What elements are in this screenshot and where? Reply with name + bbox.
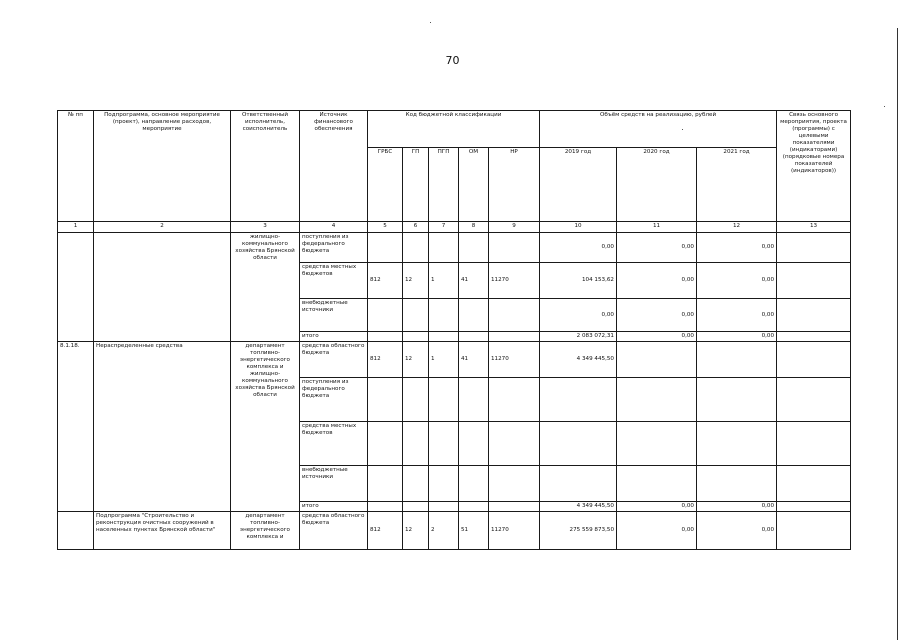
gp-cell bbox=[403, 421, 429, 465]
link-cell bbox=[777, 341, 851, 377]
column-number: 3 bbox=[231, 222, 300, 233]
header-num: № пп bbox=[58, 111, 94, 222]
value-2020: 0,00 bbox=[617, 299, 697, 332]
value-2020: 0,00 bbox=[617, 263, 697, 299]
grbs-cell: 812 bbox=[368, 263, 403, 299]
om-cell: 41 bbox=[459, 341, 489, 377]
pgp-cell bbox=[429, 377, 459, 421]
source-cell: внебюджетные источники bbox=[300, 299, 368, 332]
value-2019 bbox=[540, 465, 617, 501]
source-cell: средства местных бюджетов bbox=[300, 421, 368, 465]
column-number: 8 bbox=[459, 222, 489, 233]
header-nr: НР bbox=[489, 148, 540, 222]
header-2021: 2021 год bbox=[697, 148, 777, 222]
value-2020 bbox=[617, 377, 697, 421]
gp-cell bbox=[403, 233, 429, 263]
nr-cell bbox=[489, 377, 540, 421]
header-budget-code: Код бюджетной классификации bbox=[368, 111, 540, 148]
source-cell: внебюджетные источники bbox=[300, 465, 368, 501]
num-cell bbox=[58, 233, 94, 342]
header-om: ОМ bbox=[459, 148, 489, 222]
num-cell bbox=[58, 511, 94, 549]
gp-cell bbox=[403, 501, 429, 511]
program-cell: Нераспределенные средства bbox=[94, 341, 231, 511]
link-cell bbox=[777, 233, 851, 263]
column-number: 13 bbox=[777, 222, 851, 233]
program-cell: Подпрограмма "Строительство и реконструкция очистных сооружений в населенных пунктах Брянской области" bbox=[94, 511, 231, 549]
grbs-cell bbox=[368, 233, 403, 263]
om-cell bbox=[459, 299, 489, 332]
total-2020: 0,00 bbox=[617, 501, 697, 511]
program-cell bbox=[94, 233, 231, 342]
column-number: 10 bbox=[540, 222, 617, 233]
om-cell bbox=[459, 501, 489, 511]
page-number: 70 bbox=[445, 54, 460, 67]
executor-cell: департамент топливно-энергетического комплекса и bbox=[231, 511, 300, 549]
pgp-cell bbox=[429, 233, 459, 263]
column-number: 7 bbox=[429, 222, 459, 233]
column-number: 2 bbox=[94, 222, 231, 233]
grbs-cell bbox=[368, 465, 403, 501]
grbs-cell bbox=[368, 421, 403, 465]
value-2019 bbox=[540, 421, 617, 465]
header-source: Источник финансового обеспечения bbox=[300, 111, 368, 222]
gp-cell: 12 bbox=[403, 341, 429, 377]
om-cell bbox=[459, 332, 489, 342]
value-2020 bbox=[617, 341, 697, 377]
table-row bbox=[58, 233, 851, 263]
table-row bbox=[58, 341, 851, 377]
budget-table bbox=[57, 110, 851, 550]
column-number: 5 bbox=[368, 222, 403, 233]
link-cell bbox=[777, 421, 851, 465]
gp-cell bbox=[403, 332, 429, 342]
grbs-cell bbox=[368, 377, 403, 421]
gp-cell: 12 bbox=[403, 263, 429, 299]
grbs-cell: 812 bbox=[368, 341, 403, 377]
om-cell bbox=[459, 421, 489, 465]
link-cell bbox=[777, 465, 851, 501]
nr-cell bbox=[489, 299, 540, 332]
table-row bbox=[58, 511, 851, 549]
source-cell: средства областного бюджета bbox=[300, 341, 368, 377]
gp-cell bbox=[403, 465, 429, 501]
nr-cell bbox=[489, 501, 540, 511]
grbs-cell: 812 bbox=[368, 511, 403, 549]
total-2021: 0,00 bbox=[697, 501, 777, 511]
value-2019: 0,00 bbox=[540, 299, 617, 332]
link-cell bbox=[777, 263, 851, 299]
grbs-cell bbox=[368, 332, 403, 342]
column-number-row bbox=[58, 222, 851, 233]
om-cell: 41 bbox=[459, 263, 489, 299]
source-cell: итого bbox=[300, 501, 368, 511]
grbs-cell bbox=[368, 299, 403, 332]
header-gp: ГП bbox=[403, 148, 429, 222]
nr-cell: 11270 bbox=[489, 341, 540, 377]
gp-cell: 12 bbox=[403, 511, 429, 549]
header-row bbox=[58, 111, 851, 148]
header-volume: Объём средств на реализацию, рублей bbox=[540, 111, 777, 148]
source-cell: средства областного бюджета bbox=[300, 511, 368, 549]
gp-cell bbox=[403, 377, 429, 421]
link-cell bbox=[777, 377, 851, 421]
pgp-cell bbox=[429, 501, 459, 511]
scan-edge-line bbox=[897, 28, 898, 640]
header-program: Подпрограмма, основное мероприятие (проект), направление расходов, мероприятие bbox=[94, 111, 231, 222]
total-2019: 4 349 445,50 bbox=[540, 501, 617, 511]
header-2019: 2019 год bbox=[540, 148, 617, 222]
header-2020: 2020 год bbox=[617, 148, 697, 222]
pgp-cell bbox=[429, 421, 459, 465]
executor-cell: жилищно-коммунального хозяйства Брянской области bbox=[231, 233, 300, 342]
value-2019: 275 559 873,50 bbox=[540, 511, 617, 549]
value-2021: 0,00 bbox=[697, 263, 777, 299]
value-2020 bbox=[617, 465, 697, 501]
nr-cell: 11270 bbox=[489, 263, 540, 299]
value-2021 bbox=[697, 421, 777, 465]
column-number: 4 bbox=[300, 222, 368, 233]
nr-cell bbox=[489, 421, 540, 465]
value-2021: 0,00 bbox=[697, 511, 777, 549]
scan-dot bbox=[884, 106, 885, 107]
source-cell: средства местных бюджетов bbox=[300, 263, 368, 299]
gp-cell bbox=[403, 299, 429, 332]
value-2020 bbox=[617, 421, 697, 465]
value-2021: 0,00 bbox=[697, 299, 777, 332]
om-cell: 51 bbox=[459, 511, 489, 549]
total-2020: 0,00 bbox=[617, 332, 697, 342]
column-number: 11 bbox=[617, 222, 697, 233]
num-cell: 8.1.18. bbox=[58, 341, 94, 511]
link-cell bbox=[777, 299, 851, 332]
value-2019: 104 153,62 bbox=[540, 263, 617, 299]
link-cell bbox=[777, 511, 851, 549]
pgp-cell: 1 bbox=[429, 341, 459, 377]
column-number: 6 bbox=[403, 222, 429, 233]
pgp-cell: 1 bbox=[429, 263, 459, 299]
column-number: 9 bbox=[489, 222, 540, 233]
value-2019 bbox=[540, 377, 617, 421]
header-grbs: ГРБС bbox=[368, 148, 403, 222]
source-cell: поступления из федерального бюджета bbox=[300, 233, 368, 263]
column-number: 1 bbox=[58, 222, 94, 233]
link-cell bbox=[777, 332, 851, 342]
scan-dot bbox=[430, 22, 431, 23]
om-cell bbox=[459, 233, 489, 263]
value-2020: 0,00 bbox=[617, 233, 697, 263]
nr-cell bbox=[489, 332, 540, 342]
header-pgp: ПГП bbox=[429, 148, 459, 222]
nr-cell bbox=[489, 465, 540, 501]
value-2021 bbox=[697, 465, 777, 501]
total-2019: 2 083 072,31 bbox=[540, 332, 617, 342]
om-cell bbox=[459, 377, 489, 421]
column-number: 12 bbox=[697, 222, 777, 233]
value-2021: 0,00 bbox=[697, 233, 777, 263]
header-executor: Ответственный исполнитель, соисполнитель bbox=[231, 111, 300, 222]
grbs-cell bbox=[368, 501, 403, 511]
total-2021: 0,00 bbox=[697, 332, 777, 342]
link-cell bbox=[777, 501, 851, 511]
source-cell: итого bbox=[300, 332, 368, 342]
pgp-cell bbox=[429, 332, 459, 342]
value-2020: 0,00 bbox=[617, 511, 697, 549]
nr-cell: 11270 bbox=[489, 511, 540, 549]
header-link: Связь основного мероприятия, проекта (программы) с целевыми показателями (индикаторами) (порядковые номера показателей (индикаторов)) bbox=[777, 111, 851, 222]
pgp-cell bbox=[429, 465, 459, 501]
value-2021 bbox=[697, 377, 777, 421]
executor-cell: департамент топливно-энергетического комплекса и жилищно-коммунального хозяйства Брянской области bbox=[231, 341, 300, 511]
value-2019: 4 349 445,50 bbox=[540, 341, 617, 377]
source-cell: поступления из федерального бюджета bbox=[300, 377, 368, 421]
pgp-cell bbox=[429, 299, 459, 332]
nr-cell bbox=[489, 233, 540, 263]
value-2021 bbox=[697, 341, 777, 377]
pgp-cell: 2 bbox=[429, 511, 459, 549]
om-cell bbox=[459, 465, 489, 501]
value-2019: 0,00 bbox=[540, 233, 617, 263]
